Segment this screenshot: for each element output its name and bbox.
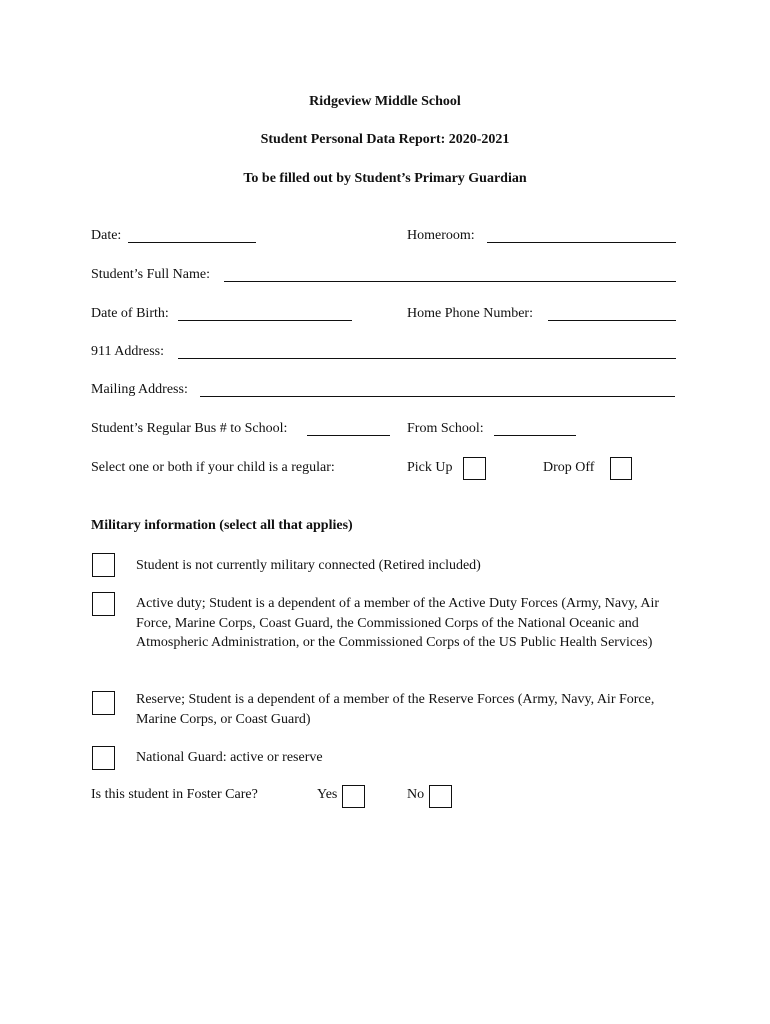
drop-off-label: Drop Off [543,460,595,475]
military-option-active-duty-checkbox[interactable] [92,592,115,616]
guardian-instruction: To be filled out by Student’s Primary Guardian [243,171,527,186]
mailing-address-label: Mailing Address: [91,382,188,397]
military-option-national-guard-label: National Guard: active or reserve [136,750,323,765]
bus-to-school-label: Student’s Regular Bus # to School: [91,421,288,436]
dob-field[interactable] [178,320,352,321]
bus-from-school-field[interactable] [494,435,576,436]
home-phone-label: Home Phone Number: [407,306,533,321]
foster-care-question: Is this student in Foster Care? [91,787,258,802]
military-option-reserve-checkbox[interactable] [92,691,115,715]
address-911-label: 911 Address: [91,344,164,359]
homeroom-label: Homeroom: [407,228,475,243]
report-title: Student Personal Data Report: 2020-2021 [260,132,510,147]
home-phone-field[interactable] [548,320,676,321]
pick-up-label: Pick Up [407,460,453,475]
military-option-not-connected-checkbox[interactable] [92,553,115,577]
pick-up-checkbox[interactable] [463,457,486,480]
bus-to-school-field[interactable] [307,435,390,436]
full-name-field[interactable] [224,281,676,282]
foster-care-no-checkbox[interactable] [429,785,452,808]
date-field[interactable] [128,242,256,243]
drop-off-checkbox[interactable] [610,457,632,480]
military-option-active-duty-label: Active duty; Student is a dependent of a member of the Active Duty Forces (Army, Navy, Air Force, Marine Corps, Coast Guard, the Commissioned Corps of the National Oceanic and Atmospheric Administration, or the Commissioned Corps of the US Public Health Services) [136,596,660,650]
bus-from-school-label: From School: [407,421,484,436]
regular-select-label: Select one or both if your child is a regular: [91,460,335,475]
address-911-field[interactable] [178,358,676,359]
date-label: Date: [91,228,122,243]
foster-care-yes-label: Yes [317,787,338,802]
mailing-address-field[interactable] [200,396,675,397]
full-name-label: Student’s Full Name: [91,267,210,282]
school-name: Ridgeview Middle School [309,94,461,109]
military-section-title: Military information (select all that applies) [91,518,353,533]
military-option-reserve-label: Reserve; Student is a dependent of a member of the Reserve Forces (Army, Navy, Air Force, Marine Corps, or Coast Guard) [136,692,655,727]
military-option-not-connected-label: Student is not currently military connected (Retired included) [136,558,481,573]
dob-label: Date of Birth: [91,306,169,321]
foster-care-yes-checkbox[interactable] [342,785,365,808]
foster-care-no-label: No [407,787,425,802]
homeroom-field[interactable] [487,242,676,243]
military-option-national-guard-checkbox[interactable] [92,746,115,770]
